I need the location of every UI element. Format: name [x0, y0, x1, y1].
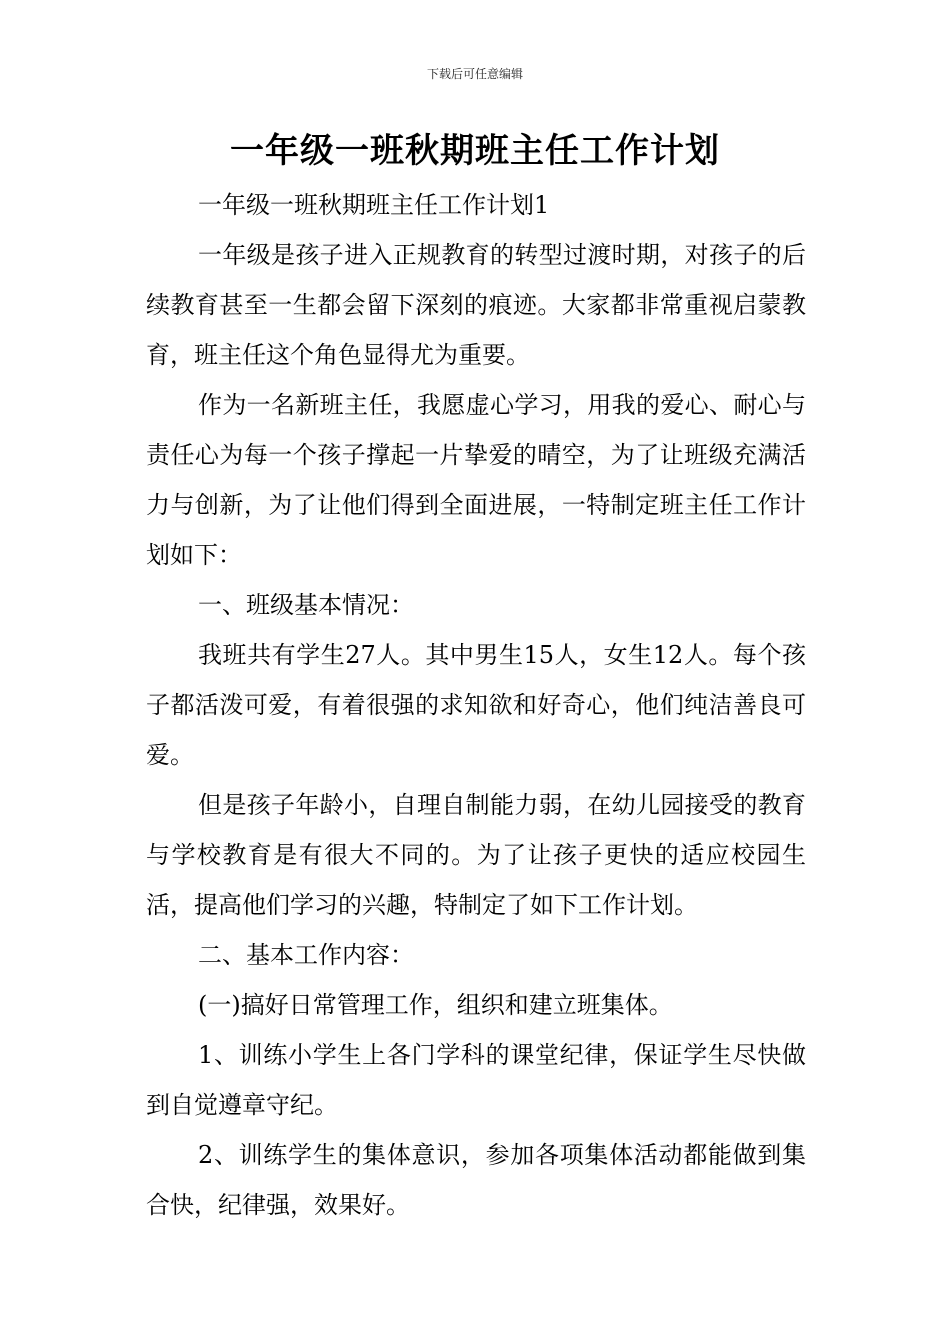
section-heading-class-info: 一、班级基本情况： [198, 591, 414, 619]
document-body [146, 180, 806, 1230]
document-title: 一年级一班秋期班主任工作计划 [230, 131, 720, 171]
subsection-heading-daily-management: (一)搞好日常管理工作，组织和建立班集体。 [198, 991, 673, 1019]
header-note: 下载后可任意编辑 [426, 67, 523, 81]
intent-paragraph: 作为一名新班主任，我愿虚心学习，用我的爱心、耐心与责任心为每一个孩子撑起一片挚爱的晴空，为了让班级充满活力与创新，为了让他们得到全面进展，一特制定班主任工作计划如下： [146, 391, 806, 569]
class-info-paragraph: 我班共有学生27人。其中男生15人，女生12人。每个孩子都活泼可爱，有着很强的求知欲和好奇心，他们纯洁善良可爱。 [146, 641, 806, 769]
section-heading-work-content: 二、基本工作内容： [198, 941, 414, 969]
subtitle-paragraph: 一年级一班秋期班主任工作计划1 [198, 191, 550, 219]
list-item-2: 2、训练学生的集体意识，参加各项集体活动都能做到集合快，纪律强，效果好。 [146, 1141, 806, 1219]
intro-paragraph: 一年级是孩子进入正规教育的转型过渡时期，对孩子的后续教育甚至一生都会留下深刻的痕迹。大家都非常重视启蒙教育，班主任这个角色显得尤为重要。 [146, 241, 806, 369]
list-item-1: 1、训练小学生上各门学科的课堂纪律，保证学生尽快做到自觉遵章守纪。 [146, 1041, 806, 1119]
plan-reason-paragraph: 但是孩子年龄小，自理自制能力弱，在幼儿园接受的教育与学校教育是有很大不同的。为了让孩子更快的适应校园生活，提高他们学习的兴趣，特制定了如下工作计划。 [146, 791, 806, 919]
